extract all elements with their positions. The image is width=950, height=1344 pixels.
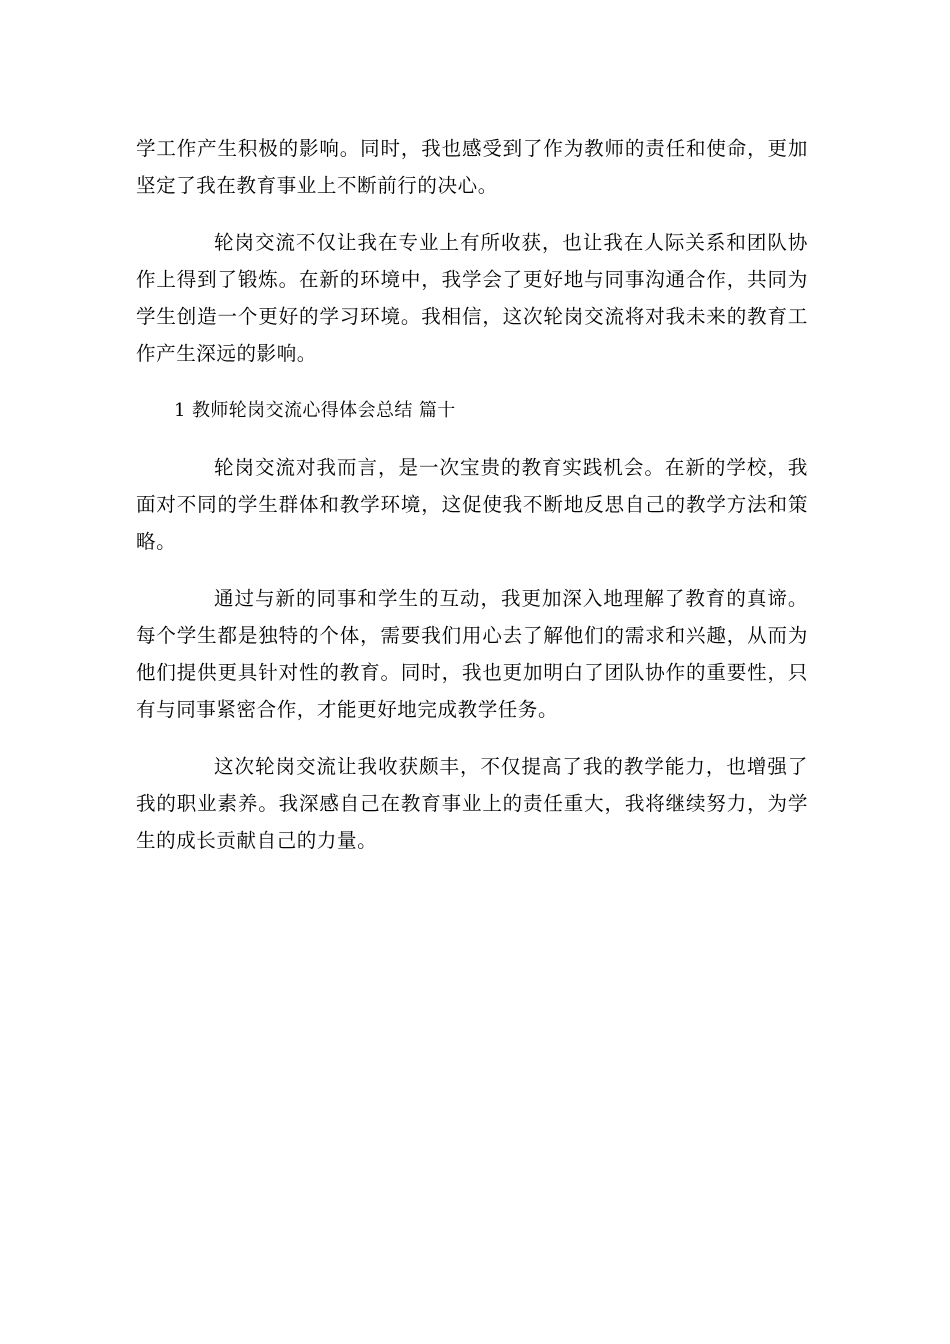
paragraph: 通过与新的同事和学生的互动，我更加深入地理解了教育的真谛。每个学生都是独特的个体，需要我们用心去了解他们的需求和兴趣，从而为他们提供更具针对性的教育。同时，我也更加明白了团队协作的重要性，只有与同事紧密合作，才能更好地完成教学任务。 [136, 587, 808, 721]
section-heading: 1 教师轮岗交流心得体会总结 篇十 [174, 400, 456, 421]
document-body [136, 130, 808, 879]
paragraph: 这次轮岗交流让我收获颇丰，不仅提高了我的教学能力，也增强了我的职业素养。我深感自己在教育事业上的责任重大，我将继续努力，为学生的成长贡献自己的力量。 [136, 755, 808, 852]
paragraph: 轮岗交流对我而言，是一次宝贵的教育实践机会。在新的学校，我面对不同的学生群体和教学环境，这促使我不断地反思自己的教学方法和策略。 [136, 456, 808, 553]
paragraph-continued: 学工作产生积极的影响。同时，我也感受到了作为教师的责任和使命，更加坚定了我在教育事业上不断前行的决心。 [136, 137, 808, 197]
paragraph: 轮岗交流不仅让我在专业上有所收获，也让我在人际关系和团队协作上得到了锻炼。在新的环境中，我学会了更好地与同事沟通合作，共同为学生创造一个更好的学习环境。我相信，这次轮岗交流将对我未来的教育工作产生深远的影响。 [136, 231, 808, 365]
